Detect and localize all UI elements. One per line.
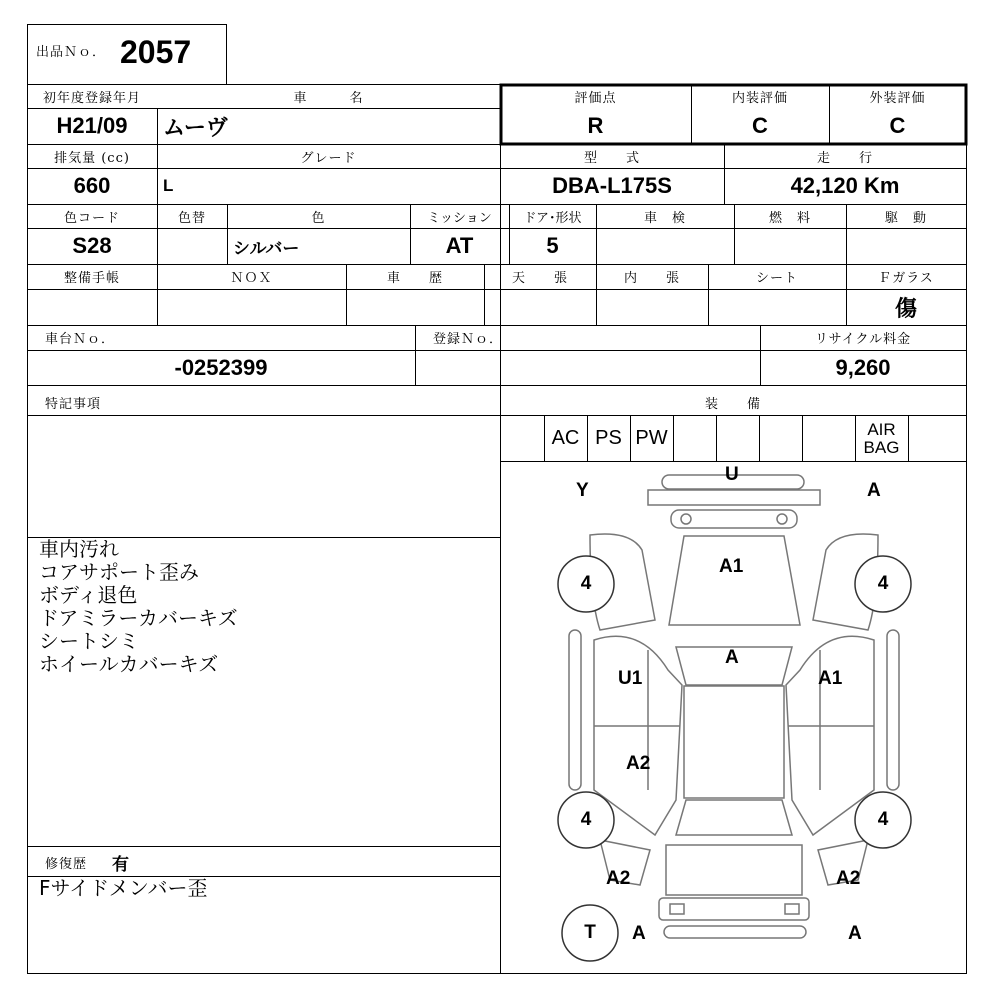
remark-line: 車内汚れ bbox=[39, 537, 119, 561]
grade-value: L bbox=[163, 176, 174, 195]
equip-cell: PS bbox=[595, 427, 622, 449]
mark-y: Y bbox=[576, 480, 589, 501]
fglass-label: Ｆガラス bbox=[878, 271, 934, 286]
lot-number: 2057 bbox=[120, 33, 192, 70]
grade-label: グレード bbox=[300, 150, 357, 166]
remark-line: ドアミラーカバーキズ bbox=[39, 606, 238, 630]
chassis-value: -0252399 bbox=[174, 354, 268, 380]
displacement-label: 排気量 (cc) bbox=[54, 150, 130, 166]
right-side-strip bbox=[887, 630, 899, 790]
rear-bumper bbox=[659, 898, 809, 920]
exterior-value: C bbox=[889, 113, 906, 138]
tire-spare-label: T bbox=[584, 922, 596, 943]
mission-label: ミッション bbox=[427, 210, 492, 226]
hood bbox=[669, 536, 800, 625]
remark-line: シートシミ bbox=[39, 629, 139, 653]
equip-airbag-cell: AIR BAG bbox=[863, 419, 900, 457]
fuel-label: 燃 料 bbox=[768, 210, 811, 226]
rear-window bbox=[676, 800, 792, 835]
mark-a-bottom-left: A bbox=[632, 923, 646, 944]
remark-line: コアサポート歪み bbox=[39, 560, 199, 584]
model-label: 型 式 bbox=[583, 150, 640, 166]
tire-front-right-score: 4 bbox=[877, 573, 889, 594]
mark-a1-right: A1 bbox=[818, 668, 843, 689]
reg-year-label: 初年度登録年月 bbox=[42, 91, 141, 106]
door-label: ドア･形状 bbox=[523, 210, 582, 226]
maintenance-label: 整備手帳 bbox=[63, 271, 120, 286]
interior-label: 内装評価 bbox=[731, 91, 788, 106]
tire-rear-right-score: 4 bbox=[877, 809, 889, 830]
model-value: DBA-L175S bbox=[552, 173, 672, 198]
score-label: 評価点 bbox=[574, 91, 617, 106]
mark-a2-rear-left: A2 bbox=[606, 868, 631, 889]
roof bbox=[684, 686, 784, 798]
color-label: 色 bbox=[311, 210, 326, 226]
roof-label: 天 張 bbox=[511, 271, 568, 286]
car-name-label: 車 名 bbox=[293, 91, 364, 106]
remark-line: ボディ退色 bbox=[39, 583, 138, 607]
score-value: R bbox=[587, 113, 604, 138]
inspection-label: 車 検 bbox=[643, 210, 686, 226]
registration-label: 登録Ｎｏ． bbox=[433, 332, 504, 347]
equipment-label: 装 備 bbox=[704, 396, 761, 412]
lot-label: 出品Ｎｏ． bbox=[36, 44, 107, 60]
left-side-strip bbox=[569, 630, 581, 790]
repair-value: 有 bbox=[112, 854, 129, 875]
history-label: 車 歴 bbox=[386, 271, 443, 286]
drive-label: 駆 動 bbox=[884, 210, 927, 226]
color-value: シルバー bbox=[233, 238, 300, 258]
color-code-label: 色コード bbox=[63, 210, 120, 226]
mark-a1-hood: A1 bbox=[719, 556, 744, 577]
mark-a-bottom-right: A bbox=[848, 923, 862, 944]
mark-a-top-right: A bbox=[867, 480, 881, 501]
equip-cell: AC bbox=[551, 427, 580, 449]
interior-trim-label: 内 張 bbox=[623, 271, 680, 286]
mileage-value: 42,120 Km bbox=[790, 173, 900, 198]
mark-u1: U1 bbox=[618, 668, 643, 689]
mark-u: U bbox=[725, 464, 739, 485]
back-door bbox=[666, 845, 802, 895]
tire-front-left-score: 4 bbox=[580, 573, 592, 594]
equip-cell: PW bbox=[635, 427, 668, 449]
seat-label: シート bbox=[755, 271, 798, 286]
reg-year-value: H21/09 bbox=[56, 113, 128, 138]
repair-note: Fサイドメンバー歪 bbox=[39, 876, 208, 900]
front-grille bbox=[648, 490, 820, 505]
door-value: 5 bbox=[546, 233, 559, 258]
mission-value: AT bbox=[445, 233, 474, 258]
front-plate bbox=[671, 510, 797, 528]
mileage-label: 走 行 bbox=[816, 150, 873, 166]
nox-label: ＮＯＸ bbox=[230, 271, 273, 286]
repair-label: 修復歴 bbox=[45, 856, 88, 872]
tire-rear-left-score: 4 bbox=[580, 809, 592, 830]
interior-value: C bbox=[752, 113, 768, 138]
chassis-label: 車台Ｎｏ． bbox=[45, 332, 116, 347]
mark-a2-rear-right: A2 bbox=[836, 868, 861, 889]
mark-a2-left-door: A2 bbox=[626, 753, 651, 774]
recycle-label: リサイクル料金 bbox=[814, 332, 912, 347]
recycle-value: 9,260 bbox=[835, 354, 891, 380]
fglass-value: 傷 bbox=[894, 295, 917, 322]
color-code-value: S28 bbox=[72, 233, 112, 258]
car-name-value: ムーヴ bbox=[163, 114, 228, 140]
remarks-label: 特記事項 bbox=[45, 396, 102, 412]
color-change-label: 色替 bbox=[177, 210, 206, 226]
mark-a-windshield: A bbox=[725, 647, 739, 668]
exterior-label: 外装評価 bbox=[869, 91, 926, 106]
displacement-value: 660 bbox=[73, 173, 111, 198]
remark-line: ホイールカバーキズ bbox=[39, 652, 219, 676]
